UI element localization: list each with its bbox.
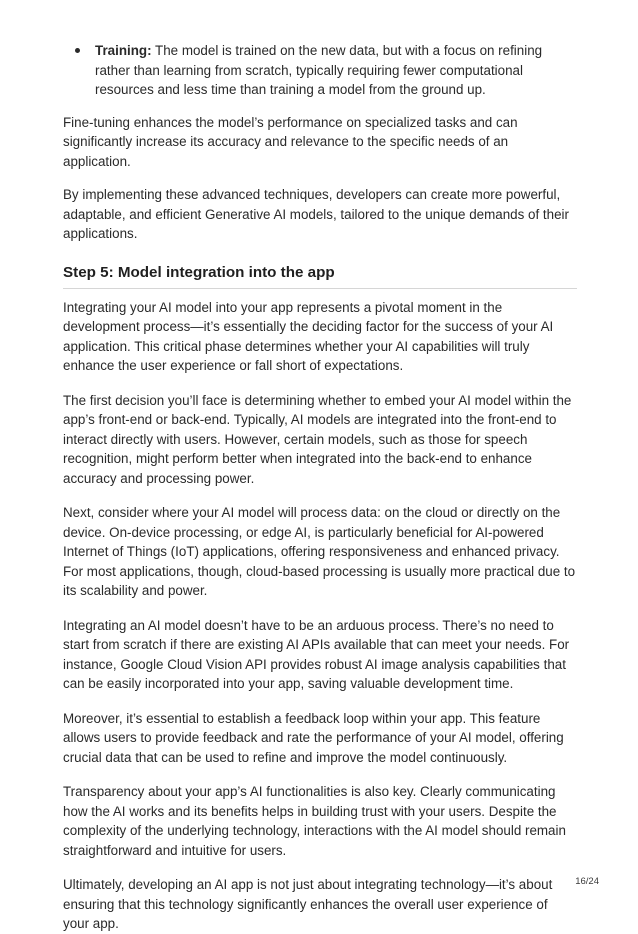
section-step-5 [63,263,577,934]
page-number: 16/24 [575,876,599,887]
bullet-item-training [95,41,577,100]
section-paragraph: Ultimately, developing an AI app is not just about integrating technology—it’s about ensuring that this technology significantly enhances the overall user experience of your app. [63,877,553,931]
document-page [63,41,577,934]
section-heading: Step 5: Model integration into the app [63,263,577,289]
section-paragraph: Next, consider where your AI model will process data: on the cloud or directly on the device. On-device processing, or edge AI, is particularly beneficial for AI-powered Internet of Things (IoT) applications, offering responsiveness and enhanced privacy. For most applications, though, cloud-based processing is usually more practical due to its scalability and power. [63,505,576,598]
paragraph-advanced-techniques: By implementing these advanced techniques, developers can create more powerful, adaptable, and efficient Generative AI models, tailored to the unique demands of their applications. [63,187,569,241]
paragraph-fine-tuning: Fine-tuning enhances the model’s performance on specialized tasks and can significantly increase its accuracy and relevance to the specific needs of an application. [63,114,518,169]
bullet-label: Training: [95,43,152,58]
section-paragraph: Integrating an AI model doesn’t have to be an arduous process. There’s no need to start from scratch if there are existing AI APIs available that can meet your needs. For instance, Google Cloud Vision API provides robust AI image analysis capabilities that can be easily incorporated into your app, saving valuable development time. [63,617,570,691]
section-paragraph: Transparency about your app’s AI functionalities is also key. Clearly communicating how the AI works and its benefits helps in building trust with your users. Despite the complexity of the underlying technology, interactions with the AI model should remain straightforward and intuitive for users. [63,784,566,858]
section-paragraph: Moreover, it’s essential to establish a feedback loop within your app. This feature allows users to provide feedback and rate the performance of your AI model, offering crucial data that can be used to refine and improve the model continuously. [63,710,564,765]
bullet-text: The model is trained on the new data, but with a focus on refining rather than learning from scratch, typically requiring fewer computational resources and less time than training a model from the ground up. [95,43,543,97]
section-paragraph: Integrating your AI model into your app represents a pivotal moment in the development process—it’s essentially the deciding factor for the success of your AI application. This critical phase determines whether your AI capabilities will truly enhance the user experience or fall short of expectations. [63,299,554,373]
bullet-list [63,41,577,100]
section-paragraph: The first decision you’ll face is determining whether to embed your AI model within the app’s front-end or back-end. Typically, AI models are integrated into the front-end to interact directly with users. However, certain models, such as those for speech recognition, might perform better when integrated into the back-end to enhance accuracy and processing power. [63,392,572,486]
